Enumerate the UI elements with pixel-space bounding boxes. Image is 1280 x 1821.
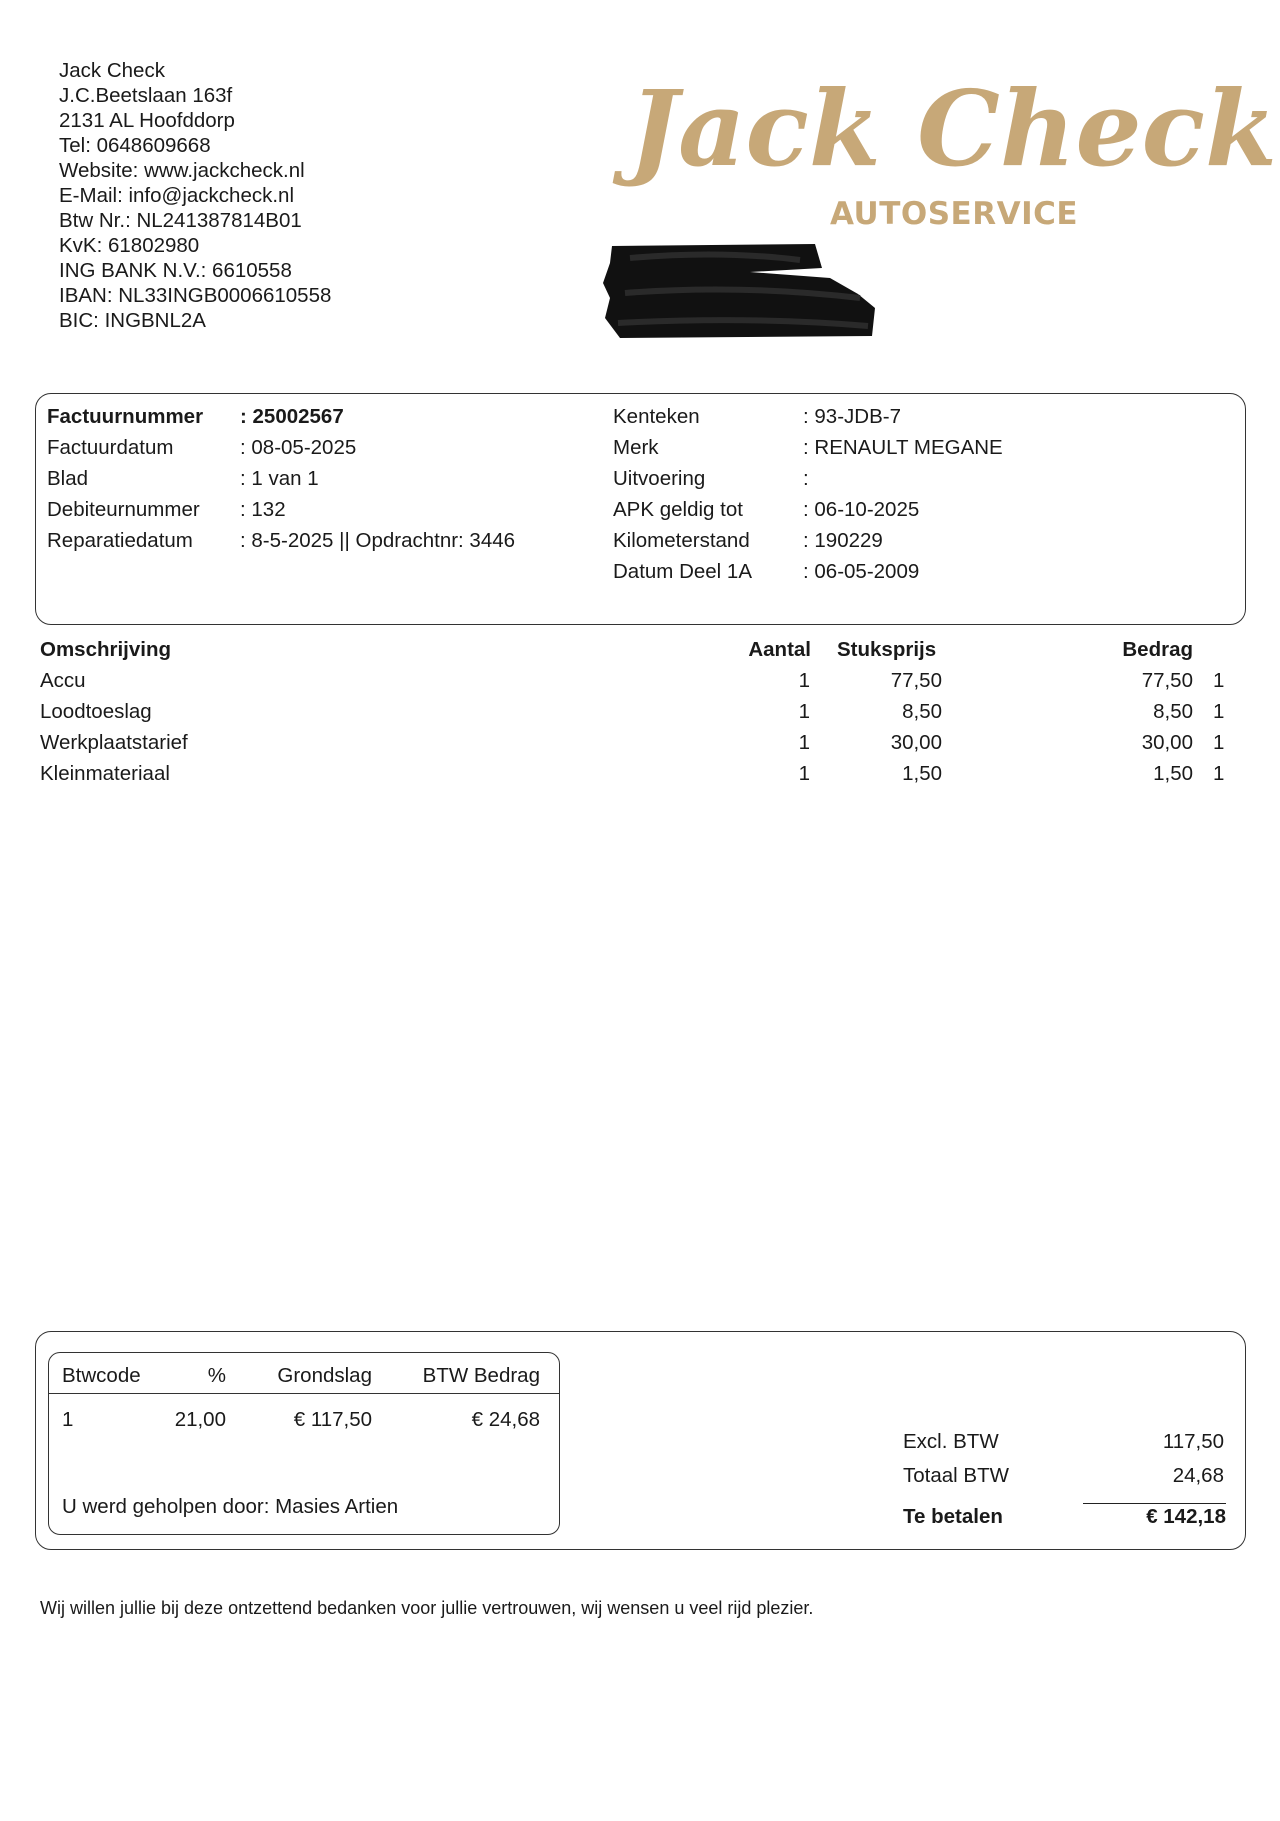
item-amount: 1,50 xyxy=(1153,762,1193,785)
total-vat-value: 24,68 xyxy=(1172,1464,1224,1487)
repair-date-label: Reparatiedatum xyxy=(47,529,193,552)
apk-valid-value: : 06-10-2025 xyxy=(803,498,920,521)
helped-by-text: U werd geholpen door: Masies Artien xyxy=(62,1495,399,1518)
vat-header-divider xyxy=(48,1393,560,1394)
item-description: Accu xyxy=(40,669,86,692)
company-email: E-Mail: info@jackcheck.nl xyxy=(59,184,294,207)
item-description: Kleinmateriaal xyxy=(40,762,170,785)
debtor-number-value: : 132 xyxy=(240,498,286,521)
col-header-unit-price: Stuksprijs xyxy=(837,638,937,661)
repair-date-value: : 8-5-2025 || Opdrachtnr: 3446 xyxy=(240,529,516,552)
license-plate-value: : 93-JDB-7 xyxy=(803,405,901,428)
invoice-number-label: Factuurnummer xyxy=(47,405,204,428)
page-value: : 1 van 1 xyxy=(240,467,319,490)
company-bic: BIC: INGBNL2A xyxy=(59,309,206,332)
item-quantity: 1 xyxy=(798,731,810,754)
total-vat-label: Totaal BTW xyxy=(903,1464,1009,1487)
item-quantity: 1 xyxy=(798,669,810,692)
vat-code-value: 1 xyxy=(62,1408,74,1431)
amount-due-label: Te betalen xyxy=(903,1505,1003,1528)
excl-vat-label: Excl. BTW xyxy=(903,1430,999,1453)
item-unit-price: 8,50 xyxy=(902,700,942,723)
brand-label: Merk xyxy=(613,436,659,459)
item-description: Loodtoeslag xyxy=(40,700,152,723)
logo-subtitle: AUTOSERVICE xyxy=(830,196,1079,232)
thank-you-note: Wij willen jullie bij deze ontzettend bedanken voor jullie vertrouwen, wij wensen u veel rijd plezier. xyxy=(40,1598,814,1618)
vat-header-percent: % xyxy=(207,1364,226,1387)
invoice-number-value: : 25002567 xyxy=(240,405,344,428)
item-unit-price: 77,50 xyxy=(890,669,942,692)
mileage-value: : 190229 xyxy=(803,529,883,552)
item-description: Werkplaatstarief xyxy=(40,731,188,754)
col-header-description: Omschrijving xyxy=(40,638,172,661)
vat-base-value: € 117,50 xyxy=(293,1408,372,1431)
company-logo xyxy=(628,60,1278,200)
company-phone: Tel: 0648609668 xyxy=(59,134,211,157)
vat-header-base: Grondslag xyxy=(277,1364,372,1387)
company-city: 2131 AL Hoofddorp xyxy=(59,109,235,132)
model-label: Uitvoering xyxy=(613,467,706,490)
item-quantity: 1 xyxy=(798,762,810,785)
item-amount: 8,50 xyxy=(1153,700,1193,723)
excl-vat-value: 117,50 xyxy=(1162,1430,1224,1453)
item-vat-code: 1 xyxy=(1213,731,1225,754)
company-name: Jack Check xyxy=(59,59,165,82)
item-unit-price: 30,00 xyxy=(890,731,942,754)
vat-header-amount: BTW Bedrag xyxy=(422,1364,540,1387)
company-vat-number: Btw Nr.: NL241387814B01 xyxy=(59,209,302,232)
col-header-quantity: Aantal xyxy=(748,638,811,661)
item-vat-code: 1 xyxy=(1213,669,1225,692)
item-vat-code: 1 xyxy=(1213,700,1225,723)
company-iban: IBAN: NL33INGB0006610558 xyxy=(59,284,332,307)
company-kvk: KvK: 61802980 xyxy=(59,234,200,257)
invoice-date-label: Factuurdatum xyxy=(47,436,174,459)
first-registration-label: Datum Deel 1A xyxy=(613,560,753,583)
item-unit-price: 1,50 xyxy=(902,762,942,785)
first-registration-value: : 06-05-2009 xyxy=(803,560,920,583)
mileage-label: Kilometerstand xyxy=(613,529,750,552)
invoice-date-value: : 08-05-2025 xyxy=(240,436,357,459)
model-value: : xyxy=(803,467,809,490)
item-vat-code: 1 xyxy=(1213,762,1225,785)
company-website: Website: www.jackcheck.nl xyxy=(59,159,305,182)
amount-due-value: € 142,18 xyxy=(1146,1505,1226,1528)
redacted-address-scribble xyxy=(600,238,885,342)
item-quantity: 1 xyxy=(798,700,810,723)
debtor-number-label: Debiteurnummer xyxy=(47,498,200,521)
license-plate-label: Kenteken xyxy=(613,405,700,428)
company-details xyxy=(59,58,331,333)
company-street: J.C.Beetslaan 163f xyxy=(59,84,233,107)
col-header-amount: Bedrag xyxy=(1122,638,1193,661)
item-amount: 77,50 xyxy=(1141,669,1193,692)
item-amount: 30,00 xyxy=(1141,731,1193,754)
logo-script-text: Jack Check xyxy=(628,67,1278,190)
vat-percent-value: 21,00 xyxy=(174,1408,226,1431)
vat-amount-value: € 24,68 xyxy=(471,1408,540,1431)
company-bank: ING BANK N.V.: 6610558 xyxy=(59,259,292,282)
vat-header-code: Btwcode xyxy=(62,1364,141,1387)
sum-line xyxy=(1083,1503,1226,1504)
page-label: Blad xyxy=(47,467,89,490)
apk-valid-label: APK geldig tot xyxy=(613,498,743,521)
brand-value: : RENAULT MEGANE xyxy=(803,436,1003,459)
